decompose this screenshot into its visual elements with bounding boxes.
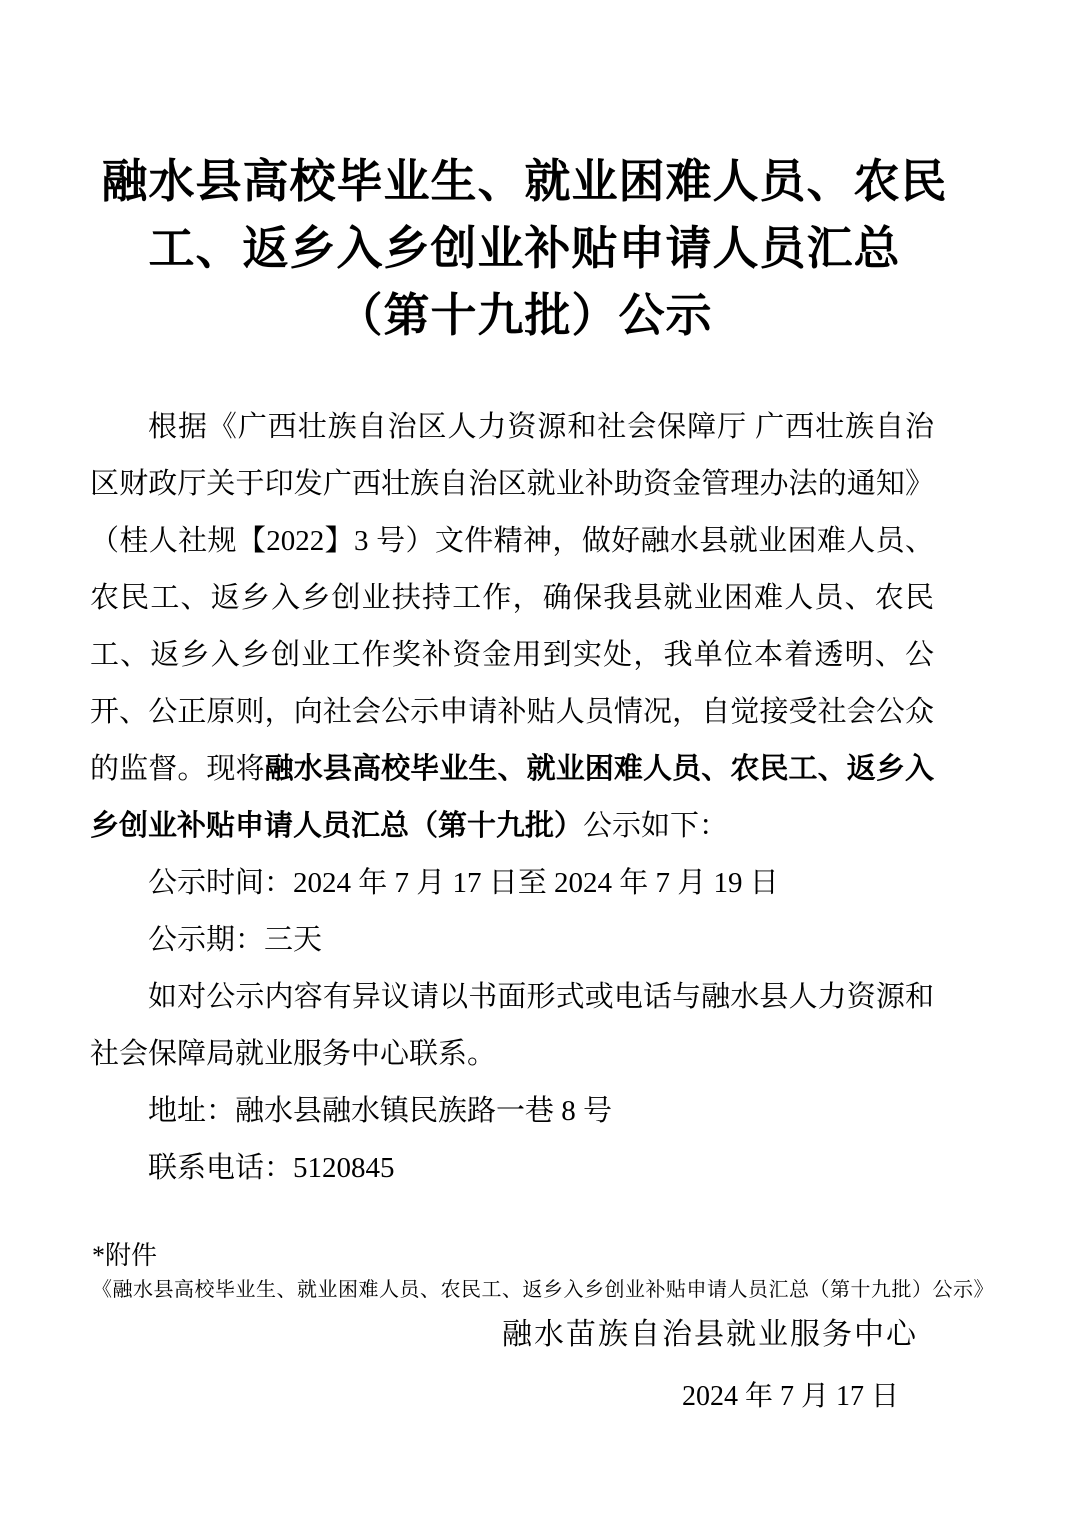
attachment-section [0, 1239, 1074, 1307]
text-segment: 公示如下： [583, 810, 729, 842]
publicity-time-line: 公示时间：2024 年 7 月 17 日至 2024 年 7 月 19 日 [148, 867, 779, 899]
signature-date: 2024 年 7 月 17 日 [681, 1381, 899, 1412]
signature-org: 融水苗族自治县就业服务中心 [502, 1318, 918, 1351]
attachment-marker: *附件 [92, 1241, 158, 1270]
phone-line: 联系电话：5120845 [148, 1152, 395, 1184]
page-title-line-1: 融水县高校毕业生、就业困难人员、农民 [101, 156, 948, 207]
document-body [0, 399, 1074, 1197]
objection-note-line: 如对公示内容有异议请以书面形式或电话与融水县人力资源和社会保障局就业服务中心联系。 [90, 981, 934, 1070]
attachment-title: 《融水县高校毕业生、就业困难人员、农民工、返乡入乡创业补贴申请人员汇总（第十九批）公示》 [92, 1279, 994, 1301]
page-title-line-3: （第十九批）公示 [336, 290, 713, 341]
page-title-line-2: 工、返乡入乡创业补贴申请人员汇总 [148, 223, 901, 274]
bold-text-segment: 融水县高校毕业生、就业困难人员、农民工、返乡入乡创业补贴申请人员汇总（第十九批） [90, 753, 934, 842]
signature-block [0, 1313, 1074, 1417]
page-title [0, 0, 1074, 349]
intro-paragraph [90, 399, 934, 855]
address-line: 地址：融水县融水镇民族路一巷 8 号 [148, 1095, 613, 1127]
text-segment: 根据《广西壮族自治区人力资源和社会保障厅 广西壮族自治区财政厅关于印发广西壮族自治区就业补助资金管理办法的通知》（桂人社规【2022】3 号）文件精神，做好融水县就业困难人员、农民工、返乡入乡创业扶持工作，确保我县就业困难人员、农民工、返乡入乡创业工作奖补资金用到实处，我单位本着透明、公开、公正原则，向社会公示申请补贴人员情况，自觉接受社会公众的监督。现将 [90, 411, 934, 785]
publicity-period-line: 公示期：三天 [148, 924, 323, 956]
